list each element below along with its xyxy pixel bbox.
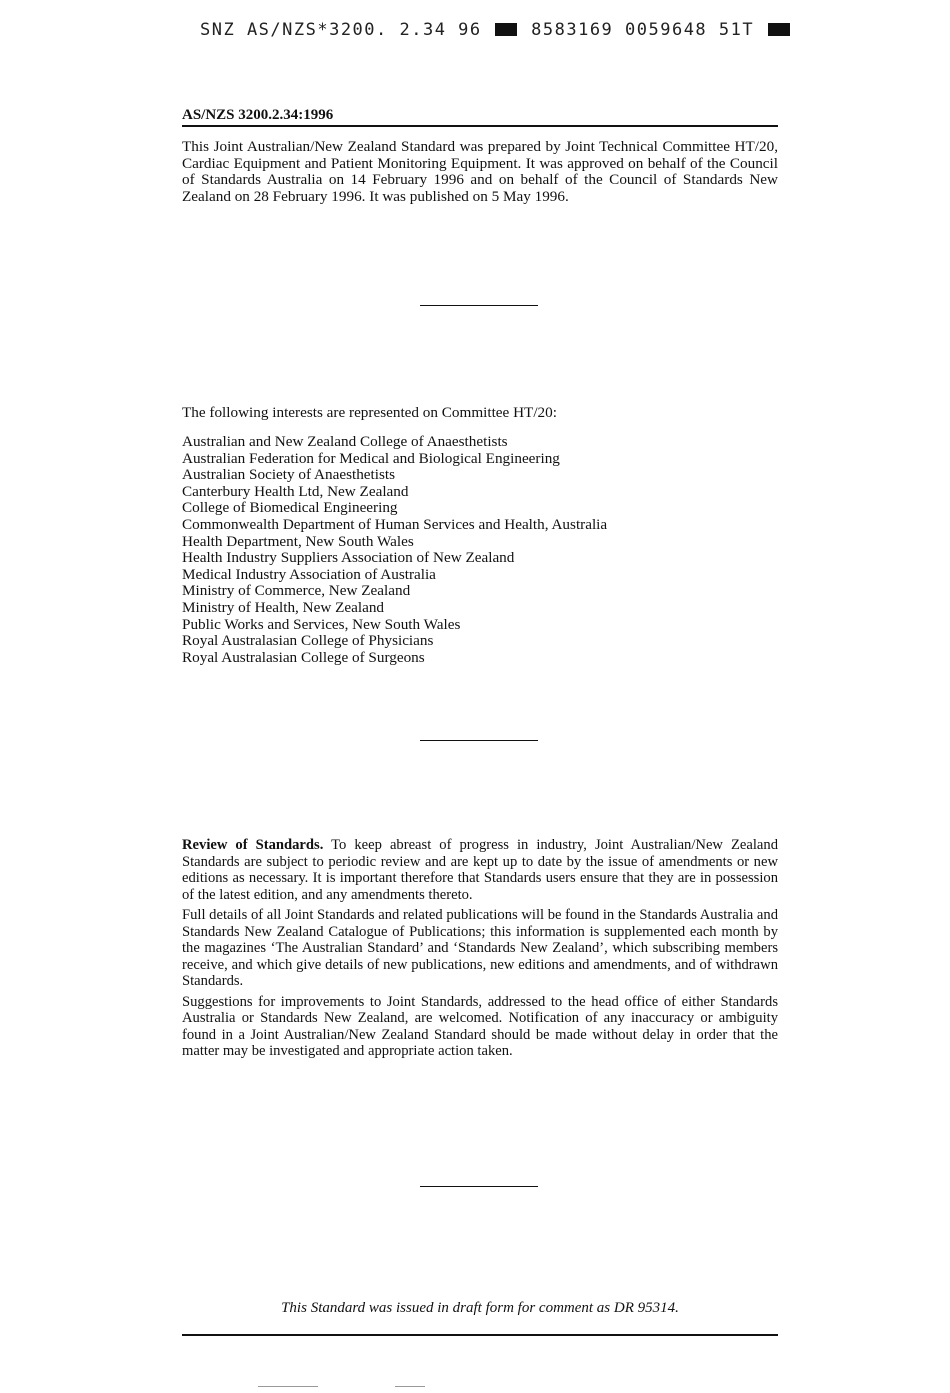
- section-divider: [420, 1186, 538, 1187]
- committee-member: College of Biomedical Engineering: [182, 499, 398, 517]
- review-of-standards-section: [182, 837, 778, 1064]
- review-text-1: To keep abreast of progress in industry, Joint Australian/New Zealand Standards are subject to periodic review and are kept up to date by the issue of amendments or new editions as necessary. It is important therefore that Standards users ensure that they are in possession of the latest edition, and any amendments thereto.: [182, 837, 778, 903]
- committee-member: Health Industry Suppliers Association of New Zealand: [182, 549, 515, 567]
- intro-paragraph: This Joint Australian/New Zealand Standard was prepared by Joint Technical Committee HT/20, Cardiac Equipment and Patient Monitoring Equipment. It was approved on behalf of the Council of Standards Australia on 14 February 1996 and on behalf of the Council of Standards New Zealand on 28 February 1996. It was published on 5 May 1996.: [182, 138, 778, 205]
- scan-block-mark: [768, 23, 790, 36]
- committee-member: Australian and New Zealand College of Anaesthetists: [182, 433, 508, 450]
- doc-title-bar: [182, 106, 778, 127]
- review-paragraph-3: Suggestions for improvements to Joint Standards, addressed to the head office of either Standards Australia or Standards New Zealand, are welcomed. Notification of any inaccuracy or ambiguity found in a Joint Australian/New Zealand Standard should be made without delay in order that the matter may be investigated and appropriate action taken.: [182, 993, 778, 1059]
- review-paragraph-2: Full details of all Joint Standards and related publications will be found in the Standards Australia and Standards New Zealand Catalogue of Publications; this information is supplemented each month by the magazines ‘The Australian Standard’ and ‘Standards New Zealand’, which subscribing members receive, and which give details of new publications, new editions and amendments, and of withdrawn Standards.: [182, 907, 778, 989]
- scan-artifact: [258, 1386, 318, 1387]
- committee-member: Royal Australasian College of Physicians: [182, 632, 434, 650]
- scan-artifact: [395, 1386, 425, 1387]
- scan-code-right: 8583169 0059648 51T: [531, 20, 755, 40]
- committee-intro: The following interests are represented on Committee HT/20:: [182, 404, 557, 421]
- scan-block-mark: [495, 23, 517, 36]
- committee-member: Royal Australasian College of Surgeons: [182, 648, 425, 666]
- committee-member: Health Department, New South Wales: [182, 532, 414, 550]
- draft-note: This Standard was issued in draft form for comment as DR 95314.: [281, 1300, 679, 1316]
- footer-rule: [182, 1334, 778, 1336]
- scan-header-code: [200, 20, 800, 40]
- doc-title: AS/NZS 3200.2.34:1996: [182, 107, 334, 123]
- committee-member: Ministry of Commerce, New Zealand: [182, 582, 411, 600]
- committee-member: Canterbury Health Ltd, New Zealand: [182, 482, 409, 500]
- committee-member: Medical Industry Association of Australia: [182, 565, 436, 583]
- section-divider: [420, 740, 538, 741]
- committee-member: Australian Federation for Medical and Biological Engineering: [182, 449, 560, 467]
- committee-member: Australian Society of Anaesthetists: [182, 466, 396, 484]
- committee-member: Public Works and Services, New South Wales: [182, 615, 461, 633]
- committee-member: Commonwealth Department of Human Services and Health, Australia: [182, 515, 608, 533]
- review-paragraph-1: [182, 837, 778, 903]
- committee-member-list: [182, 434, 607, 666]
- committee-member: Ministry of Health, New Zealand: [182, 598, 385, 616]
- scan-code-left: SNZ AS/NZS*3200. 2.34 96: [200, 20, 482, 40]
- section-divider: [420, 305, 538, 306]
- review-heading: Review of Standards.: [182, 837, 324, 853]
